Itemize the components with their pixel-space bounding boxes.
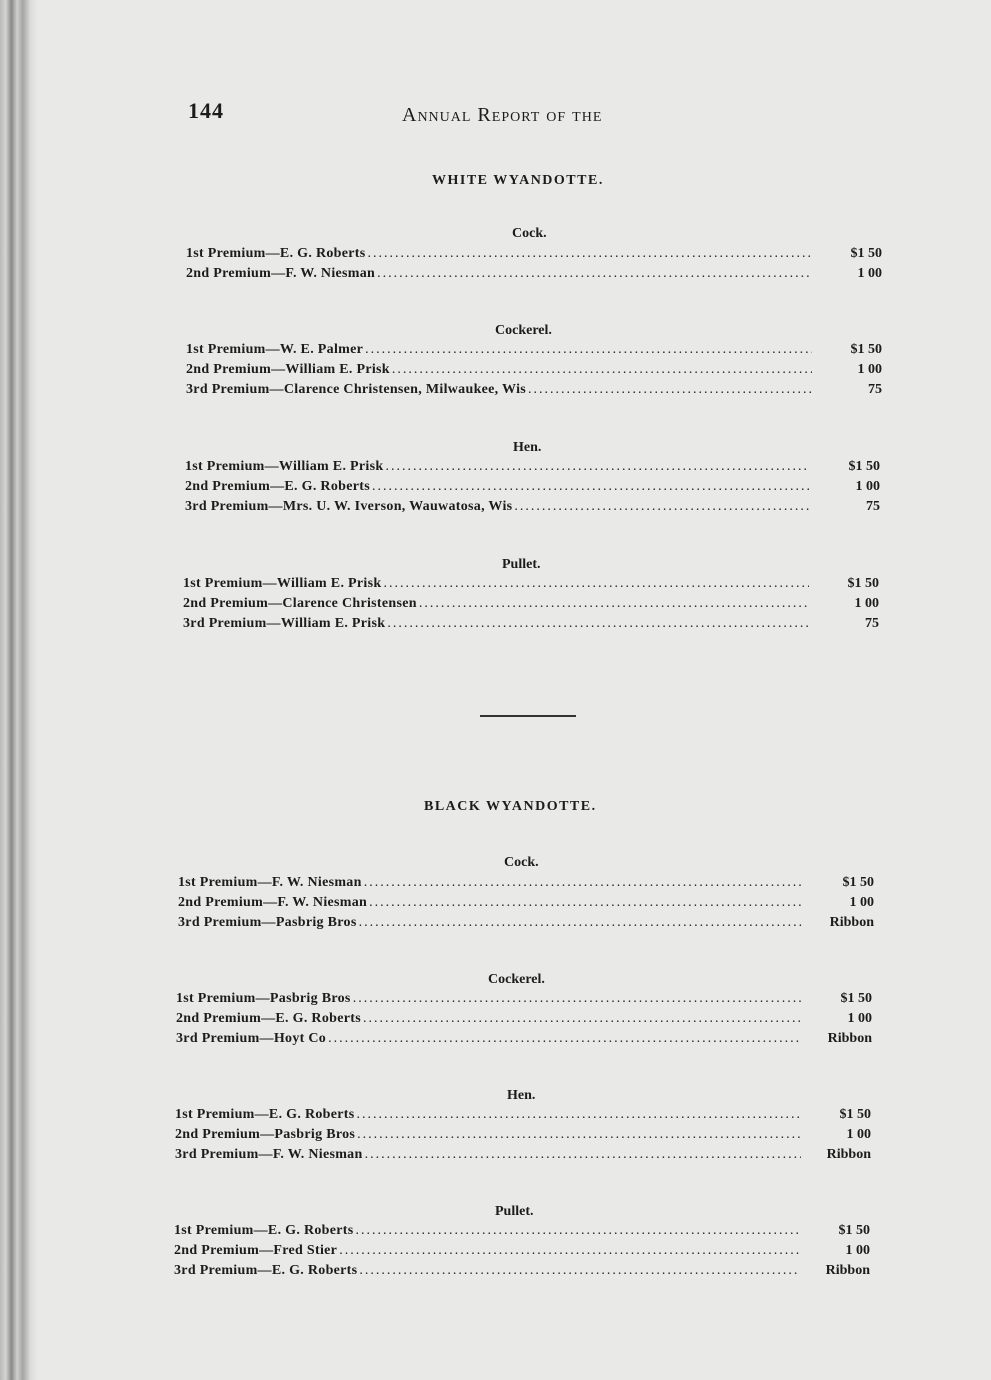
- entry-amount: $1 50: [850, 246, 882, 261]
- premium-entry: [185, 499, 880, 519]
- entry-label: 3rd Premium—F. W. Niesman: [175, 1147, 363, 1162]
- dot-leader: [372, 479, 810, 495]
- entry-amount: 75: [865, 616, 879, 631]
- section-divider: [480, 715, 576, 717]
- entry-amount: 1 00: [855, 479, 880, 494]
- entry-label: 2nd Premium—F. W. Niesman: [178, 895, 368, 910]
- premium-entry: [186, 342, 882, 362]
- entry-amount: Ribbon: [827, 1031, 872, 1046]
- premium-entry: [174, 1223, 870, 1243]
- entry-amount: $1 50: [842, 875, 874, 890]
- premium-entry: [185, 479, 880, 499]
- entry-amount: 75: [868, 382, 882, 397]
- premium-entry: [186, 266, 882, 286]
- entry-label: 1st Premium—W. E. Palmer: [186, 342, 364, 357]
- premium-entry: [175, 1107, 871, 1127]
- section-title-white-wyandotte: WHITE WYANDOTTE.: [432, 173, 604, 188]
- entry-amount: 1 00: [845, 1243, 870, 1258]
- entry-label: 3rd Premium—Mrs. U. W. Iverson, Wauwatosa, Wis: [185, 499, 513, 514]
- premium-entry: [186, 362, 882, 382]
- entry-label: 1st Premium—E. G. Roberts: [186, 246, 366, 261]
- entry-amount: Ribbon: [825, 1263, 870, 1278]
- premium-entry: [175, 1147, 871, 1167]
- entry-amount: 1 00: [857, 362, 882, 377]
- section-title-black-wyandotte: BLACK WYANDOTTE.: [424, 799, 597, 814]
- premium-entry: [176, 991, 872, 1011]
- entry-label: 3rd Premium—Clarence Christensen, Milwaukee, Wis: [186, 382, 527, 397]
- premium-entry: [176, 1011, 872, 1031]
- book-binding-shadow: [0, 0, 38, 1380]
- dot-leader: [328, 1031, 802, 1047]
- dot-leader: [365, 1147, 801, 1163]
- group-heading-pullet: Pullet.: [495, 1204, 534, 1219]
- entry-amount: 1 00: [854, 596, 879, 611]
- entry-label: 2nd Premium—E. G. Roberts: [185, 479, 370, 494]
- dot-leader: [419, 596, 809, 612]
- entry-label: 1st Premium—William E. Prisk: [185, 459, 384, 474]
- premium-entry: [178, 875, 874, 895]
- entry-label: 1st Premium—F. W. Niesman: [178, 875, 362, 890]
- premium-entry: [183, 596, 879, 616]
- entry-label: 1st Premium—William E. Prisk: [183, 576, 382, 591]
- entry-amount: $1 50: [850, 342, 882, 357]
- entry-amount: $1 50: [847, 576, 879, 591]
- group-heading-cock: Cock.: [512, 226, 547, 241]
- premium-entry: [175, 1127, 871, 1147]
- dot-leader: [359, 915, 804, 931]
- running-title: Annual Report of the: [402, 104, 603, 126]
- entry-label: 1st Premium—E. G. Roberts: [175, 1107, 355, 1122]
- entry-label: 1st Premium—Pasbrig Bros: [176, 991, 351, 1006]
- dot-leader: [528, 382, 812, 398]
- premium-entry: [174, 1243, 870, 1263]
- entry-amount: $1 50: [839, 1107, 871, 1122]
- premium-entry: [185, 459, 880, 479]
- premium-entry: [183, 616, 879, 636]
- entry-label: 3rd Premium—Hoyt Co: [176, 1031, 327, 1046]
- premium-entry: [186, 246, 882, 266]
- dot-leader: [383, 576, 809, 592]
- dot-leader: [369, 895, 804, 911]
- entry-amount: 75: [866, 499, 880, 514]
- entry-amount: 1 00: [847, 1011, 872, 1026]
- entry-amount: $1 50: [840, 991, 872, 1006]
- entry-amount: Ribbon: [829, 915, 874, 930]
- entry-label: 2nd Premium—F. W. Niesman: [186, 266, 376, 281]
- dot-leader: [359, 1263, 800, 1279]
- page-number: 144: [188, 98, 224, 123]
- dot-leader: [392, 362, 812, 378]
- entry-label: 2nd Premium—Fred Stier: [174, 1243, 338, 1258]
- group-heading-hen: Hen.: [507, 1088, 536, 1103]
- entry-label: 3rd Premium—E. G. Roberts: [174, 1263, 358, 1278]
- entry-amount: $1 50: [848, 459, 880, 474]
- dot-leader: [514, 499, 810, 515]
- entry-amount: $1 50: [838, 1223, 870, 1238]
- entry-amount: 1 00: [857, 266, 882, 281]
- dot-leader: [377, 266, 812, 282]
- dot-leader: [353, 991, 802, 1007]
- premium-entry: [176, 1031, 872, 1051]
- dot-leader: [364, 875, 804, 891]
- entry-amount: 1 00: [846, 1127, 871, 1142]
- dot-leader: [385, 459, 810, 475]
- group-heading-cockerel: Cockerel.: [488, 972, 545, 987]
- entry-amount: 1 00: [849, 895, 874, 910]
- premium-entry: [186, 382, 882, 402]
- premium-entry: [174, 1263, 870, 1283]
- dot-leader: [365, 342, 812, 358]
- entry-amount: Ribbon: [826, 1147, 871, 1162]
- group-heading-cock: Cock.: [504, 855, 539, 870]
- entry-label: 1st Premium—E. G. Roberts: [174, 1223, 354, 1238]
- entry-label: 2nd Premium—E. G. Roberts: [176, 1011, 361, 1026]
- group-heading-hen: Hen.: [513, 440, 542, 455]
- dot-leader: [368, 246, 813, 262]
- dot-leader: [339, 1243, 800, 1259]
- group-heading-pullet: Pullet.: [502, 557, 541, 572]
- group-heading-cockerel: Cockerel.: [495, 323, 552, 338]
- dot-leader: [357, 1107, 802, 1123]
- dot-leader: [387, 616, 809, 632]
- entry-label: 2nd Premium—Pasbrig Bros: [175, 1127, 356, 1142]
- premium-entry: [178, 915, 874, 935]
- entry-label: 3rd Premium—William E. Prisk: [183, 616, 386, 631]
- entry-label: 2nd Premium—William E. Prisk: [186, 362, 390, 377]
- entry-label: 3rd Premium—Pasbrig Bros: [178, 915, 357, 930]
- premium-entry: [178, 895, 874, 915]
- entry-label: 2nd Premium—Clarence Christensen: [183, 596, 417, 611]
- premium-entry: [183, 576, 879, 596]
- dot-leader: [357, 1127, 801, 1143]
- dot-leader: [363, 1011, 802, 1027]
- dot-leader: [356, 1223, 801, 1239]
